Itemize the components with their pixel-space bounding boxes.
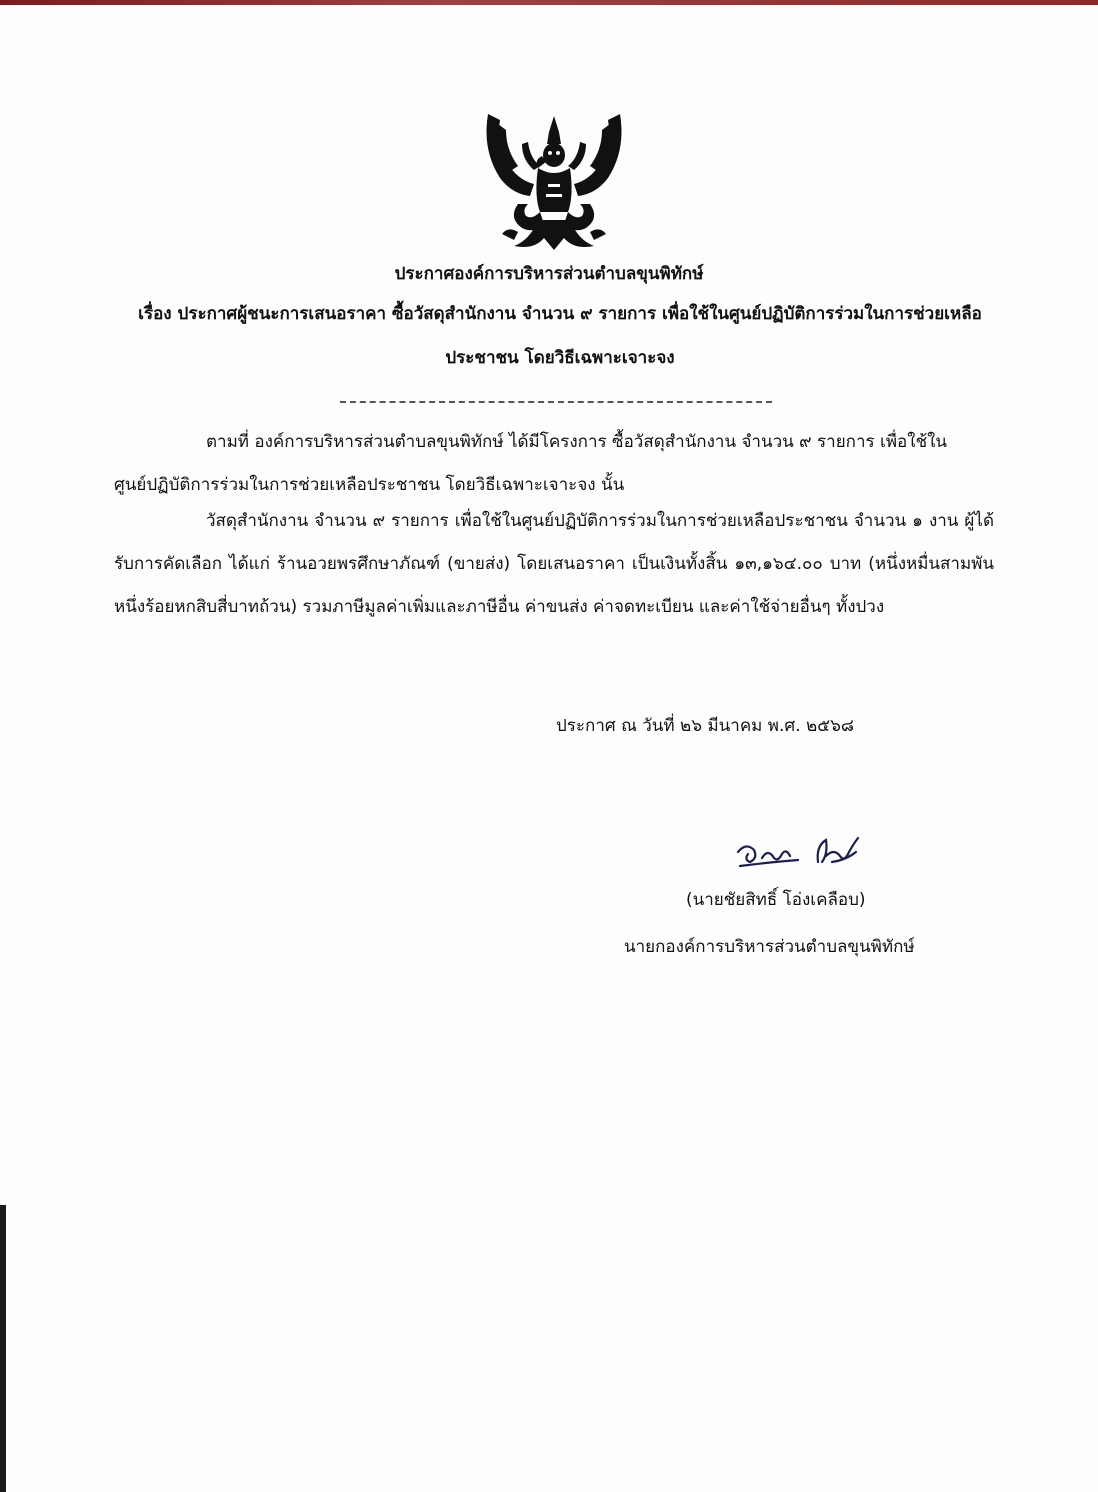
page-left-shadow <box>0 1205 6 1492</box>
paragraph1-line1: ตามที่ องค์การบริหารส่วนตำบลขุนพิทักษ์ ได้มีโครงการ ซื้อวัสดุสำนักงาน จำนวน ๙ รายการ เพื่อใช้ใน <box>206 432 948 452</box>
handwritten-signature-icon <box>732 832 864 874</box>
announcement-date: ประกาศ ณ วันที่ ๒๖ มีนาคม พ.ศ. ๒๕๖๘ <box>556 716 854 736</box>
paragraph1-line2: ศูนย์ปฏิบัติการร่วมในการช่วยเหลือประชาชน โดยวิธีเฉพาะเจาะจง นั้น <box>114 475 625 495</box>
page-top-edge <box>0 0 1098 5</box>
signatory-name: (นายชัยสิทธิ์ โอ่งเคลือบ) <box>686 890 866 910</box>
signatory-position: นายกองค์การบริหารส่วนตำบลขุนพิทักษ์ <box>624 937 915 957</box>
paragraph2: วัสดุสำนักงาน จำนวน ๙ รายการ เพื่อใช้ในศูนย์ปฏิบัติการร่วมในการช่วยเหลือประชาชน จำนวน ๑ งาน ผู้ได้รับการคัดเลือก ได้แก่ ร้านอวยพรศึกษาภัณฑ์ (ขายส่ง) โดยเสนอราคา เป็นเงินทั้งสิ้น ๑๓,๑๖๔.๐๐ บาท (หนึ่งหมื่นสามพันหนึ่งร้อยหกสิบสี่บาทถ้วน) รวมภาษีมูลค่าเพิ่มและภาษีอื่น ค่าขนส่ง ค่าจดทะเบียน และค่าใช้จ่ายอื่นๆ ทั้งปวง <box>114 511 994 617</box>
announcement-title: ประกาศองค์การบริหารส่วนตำบลขุนพิทักษ์ <box>394 264 704 284</box>
announcement-subject: เรื่อง ประกาศผู้ชนะการเสนอราคา ซื้อวัสดุสำนักงาน จำนวน ๙ รายการ เพื่อใช้ในศูนย์ปฏิบัติการร่วมในการช่วยเหลือประชาชน โดยวิธีเฉพาะเจาะจง <box>138 304 982 368</box>
section-divider <box>340 401 772 403</box>
garuda-emblem-icon <box>478 100 630 260</box>
